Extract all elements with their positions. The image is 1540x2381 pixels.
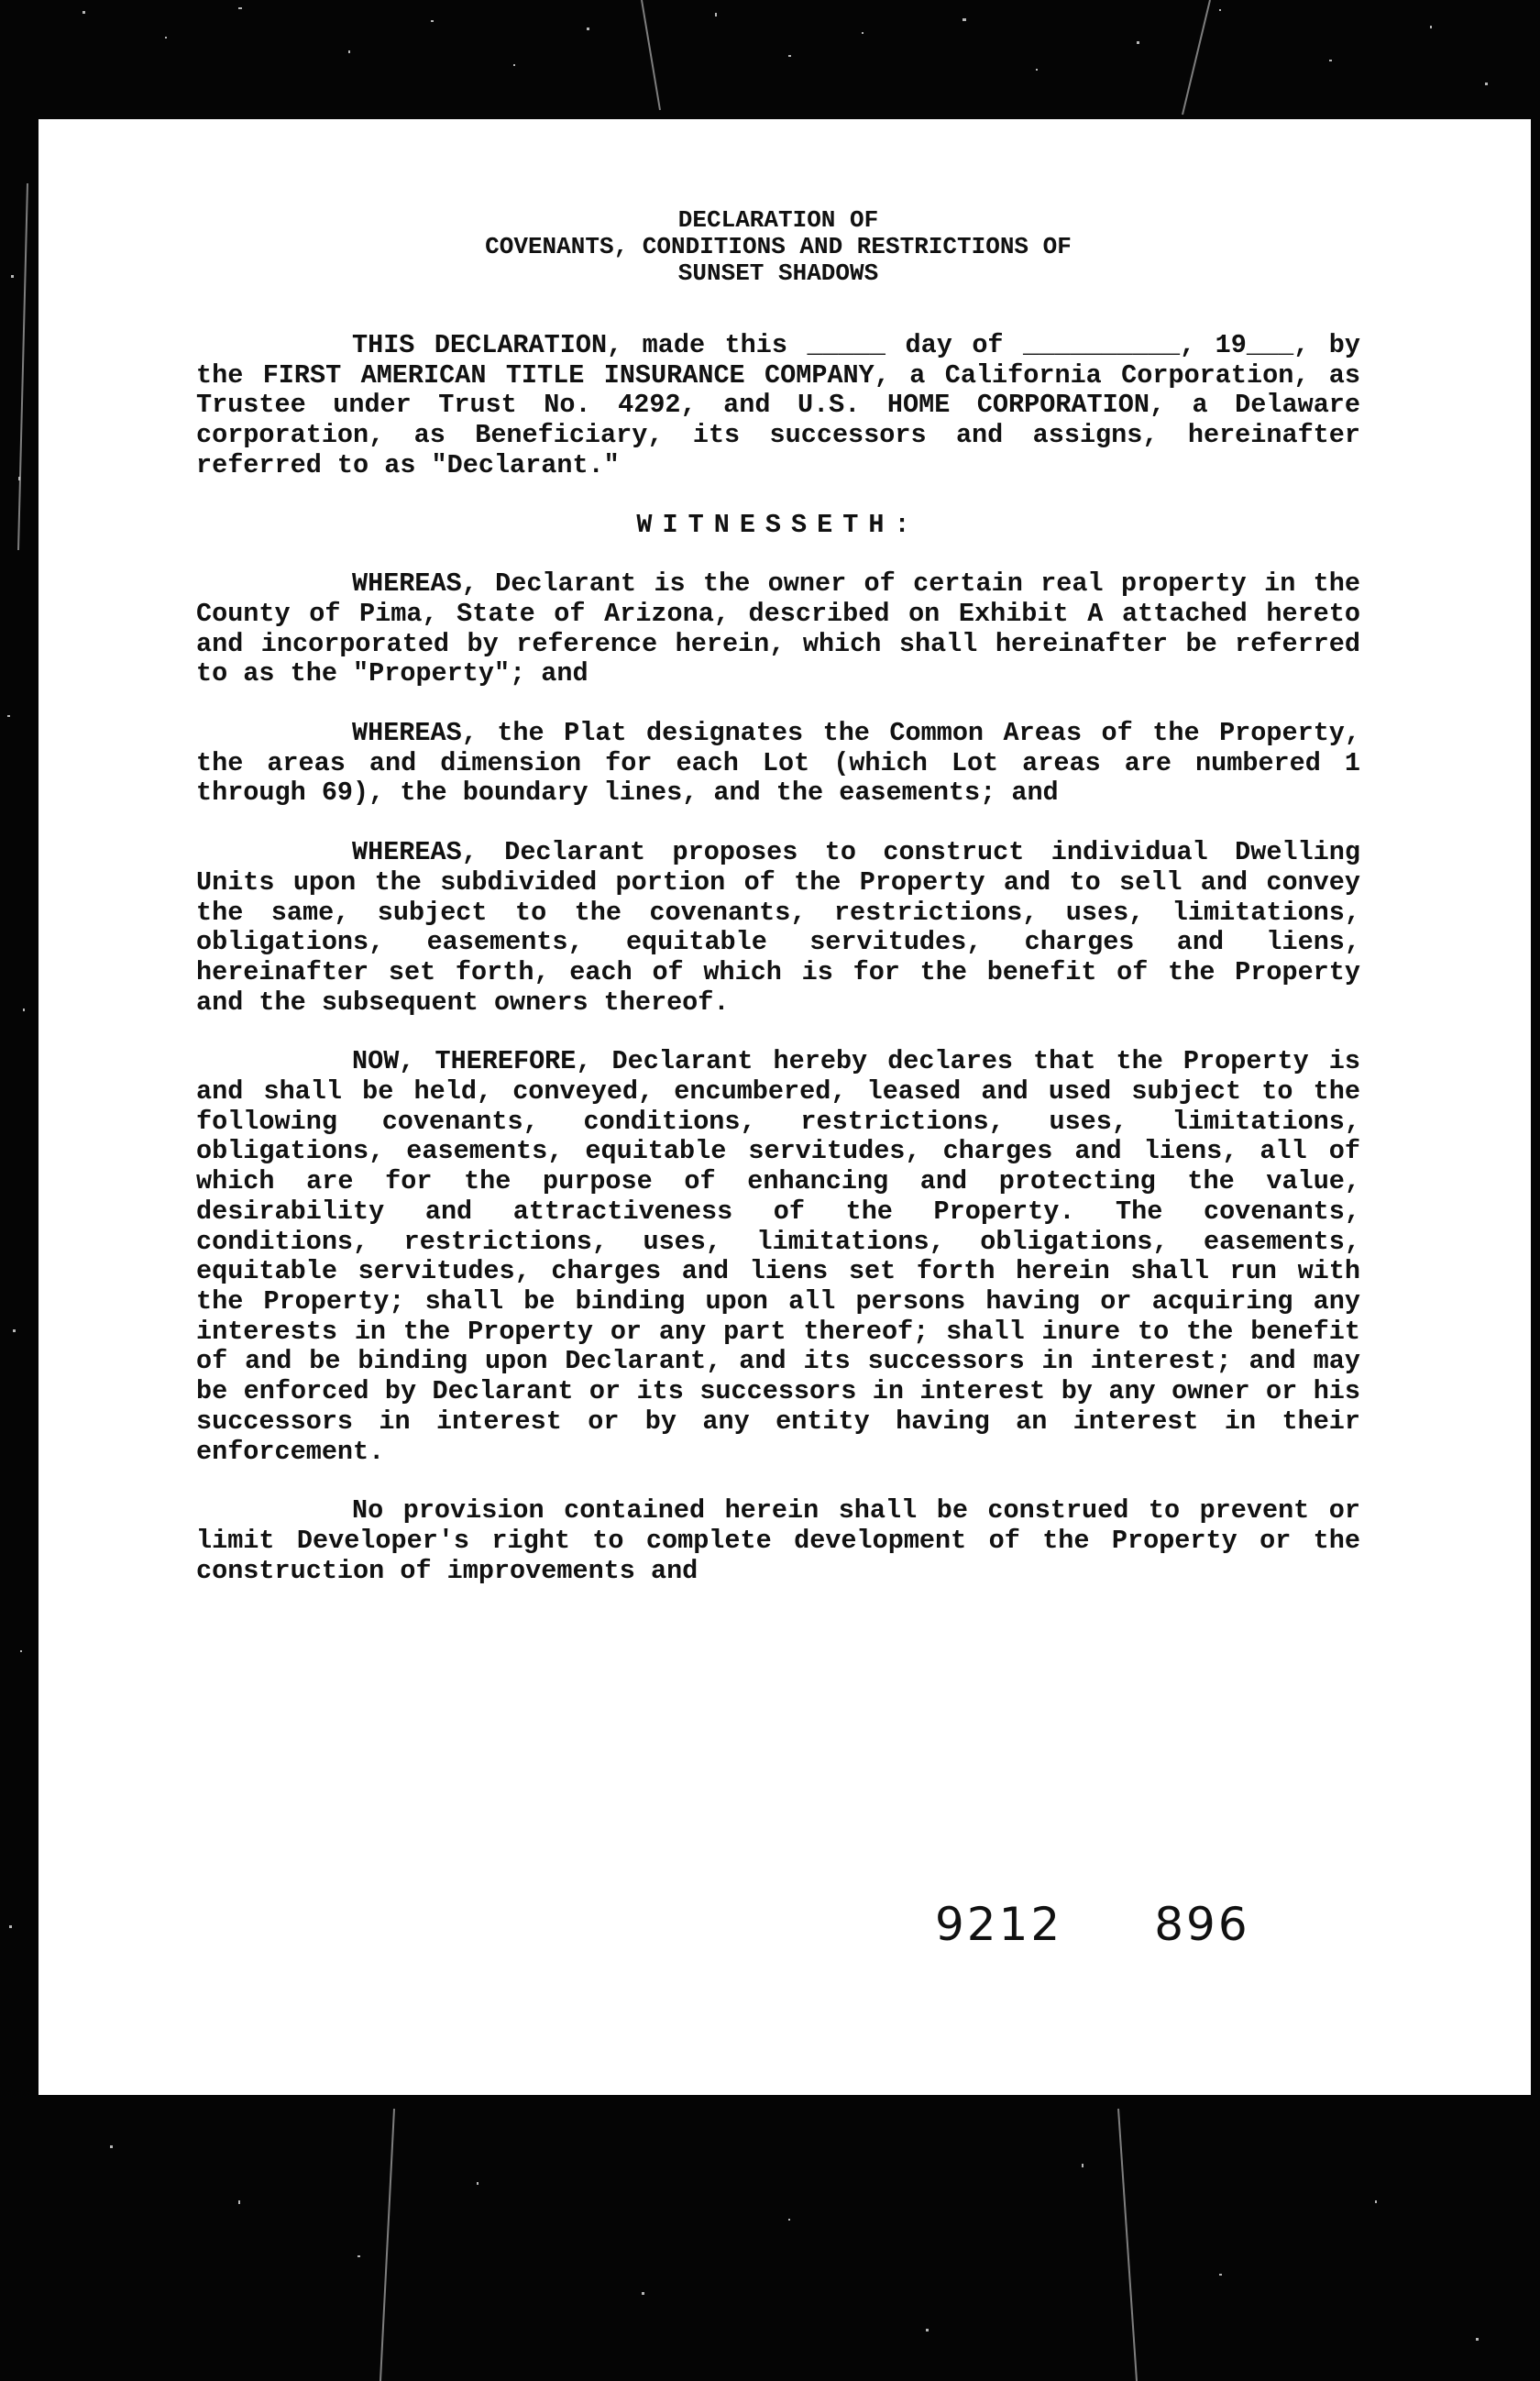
stamp-docket: 9212 [935, 1898, 1063, 1951]
no-provision-paragraph [196, 1496, 1360, 1586]
preamble-paragraph [196, 331, 1360, 481]
title-line-2: COVENANTS, CONDITIONS AND RESTRICTIONS OF [485, 233, 1072, 260]
document-body [196, 207, 1360, 1615]
no-provision-text: No provision contained herein shall be construed to prevent or limit Developer's right to complete development of the Property or the construction of improvements and [196, 1495, 1360, 1586]
whereas-3-text: WHEREAS, Declarant proposes to construct individual Dwelling Units upon the subdivided portion of the Property and to sell and convey the same, subject to the covenants, restrictions, uses, limitations, obligations, easements, equitable servitudes, charges and liens, hereinafter set forth, each of which is for the benefit of the Property and the subsequent owners thereof. [196, 837, 1360, 1018]
whereas-paragraph-3 [196, 838, 1360, 1018]
whereas-paragraph-2 [196, 719, 1360, 809]
title-line-1: DECLARATION OF [677, 206, 879, 234]
witnesseth-heading: WITNESSETH: [636, 509, 920, 540]
whereas-2-text: WHEREAS, the Plat designates the Common Areas of the Property, the areas and dimension for each Lot (which Lot areas are numbered 1 through 69), the boundary lines, and the easements; and [196, 718, 1360, 809]
now-therefore-paragraph [196, 1047, 1360, 1467]
preamble-text: THIS DECLARATION, made this _____ day of __________, 19___, by the FIRST AMERICAN TITLE INSURANCE COMPANY, a California Corporation, as Trustee under Trust No. 4292, and U.S. HOME CORPORATION, a Delaware corporation, as Beneficiary, its successors and assigns, hereinafter referred to as "Declarant." [196, 330, 1360, 480]
stamp-page: 896 [1154, 1898, 1250, 1951]
whereas-1-text: WHEREAS, Declarant is the owner of certain real property in the County of Pima, State of Arizona, described on Exhibit A attached hereto and incorporated by reference herein, which shall hereinafter be referred to as the "Property"; and [196, 568, 1360, 689]
document-title [196, 207, 1360, 287]
title-line-3: SUNSET SHADOWS [677, 259, 879, 287]
whereas-paragraph-1 [196, 569, 1360, 689]
recording-stamp [935, 1898, 1250, 1951]
now-therefore-text: NOW, THEREFORE, Declarant hereby declares that the Property is and shall be held, conveyed, encumbered, leased and used subject to the following covenants, conditions, restrictions, uses, limitations, obligations, easements, equitable servitudes, charges and liens, all of which are for the purpose of enhancing and protecting the value, desirability and attractiveness of the Property. The covenants, conditions, restrictions, uses, limitations, obligations, easements, equitable servitudes, charges and liens set forth herein shall run with the Property; shall be binding upon all persons having or acquiring any interests in the Property or any part thereof; shall inure to the benefit of and be binding upon Declarant, and its successors in interest; and may be enforced by Declarant or its successors in interest by any owner or his successors in interest or by any entity having an interest in their enforcement. [196, 1046, 1360, 1467]
